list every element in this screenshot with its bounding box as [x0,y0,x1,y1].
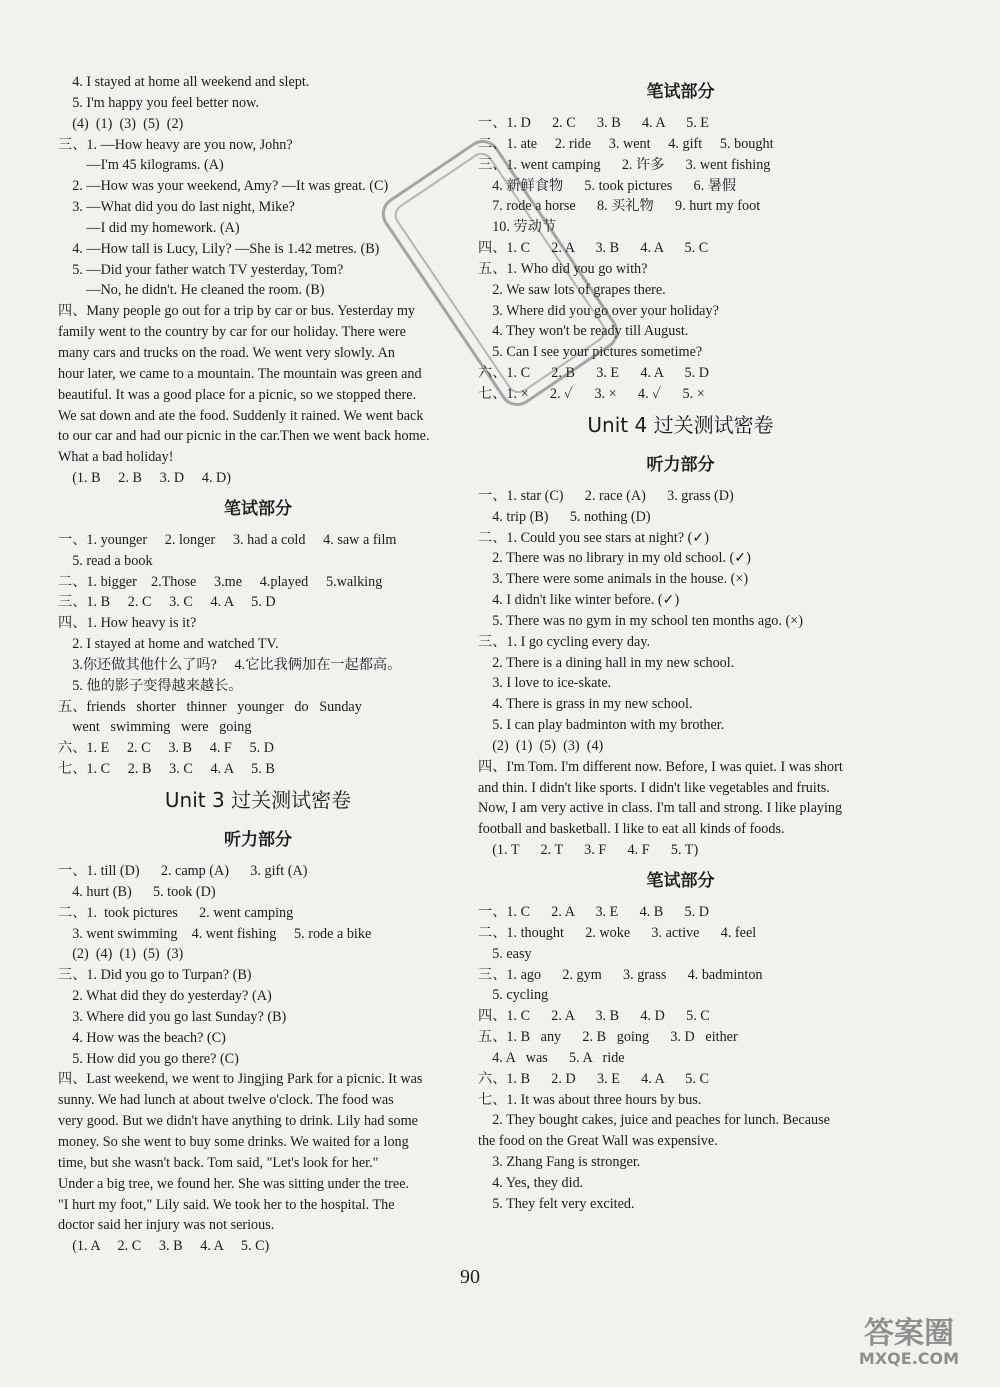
text-line: 5. I can play badminton with my brother. [478,717,725,734]
text-line: 4. trip (B) 5. nothing (D) [478,508,651,525]
watermark-url: MXQE.COM [858,1349,960,1368]
text-line: 三、1. —How heavy are you now, John? [58,136,293,153]
text-line: We sat down and ate the food. Suddenly it rained. We went back [58,407,424,424]
text-line: 二、1. ate 2. ride 3. went 4. gift 5. bought [478,135,774,152]
text-line: 五、1. Who did you go with? [478,260,648,277]
text-line: 一、1. D 2. C 3. B 4. A 5. E [478,115,709,131]
text-line: 二、1. bigger 2.Those 3.me 4.played 5.walking [58,573,383,590]
text-line: 三、1. Did you go to Turpan? (B) [58,967,252,984]
text-line: 2. They bought cakes, juice and peaches for lunch. Because [478,1112,830,1129]
text-line: 2. There is a dining hall in my new school. [478,654,735,671]
text-line: 5. easy [478,945,532,962]
text-line: 3. Where did you go last Sunday? (B) [58,1008,287,1025]
text-line: 5. There was no gym in my school ten months ago. (×) [478,612,803,629]
text-line: 一、1. star (C) 2. race (A) 3. grass (D) [478,487,734,504]
text-line: 一、1. till (D) 2. camp (A) 3. gift (A) [58,863,308,879]
text-line: 5. cycling [478,987,549,1004]
text-line: 5. 他的影子变得越来越长。 [58,677,243,694]
text-line: 5. —Did your father watch TV yesterday, Tom? [58,261,344,278]
text-line: 四、I'm Tom. I'm different now. Before, I was quiet. I was short [478,758,843,775]
text-line: 3. There were some animals in the house. (×) [478,571,749,588]
text-line: 四、Many people go out for a trip by car or bus. Yesterday my [58,303,415,320]
text-line: 3. Where did you go over your holiday? [478,302,719,319]
text-line: 五、1. B any 2. B going 3. D either [478,1029,738,1046]
text-line: 四、1. How heavy is it? [58,615,197,632]
text-line: —I'm 45 kilograms. (A) [58,157,224,174]
right-column [478,72,883,1215]
text-line: 2. I stayed at home and watched TV. [58,636,279,653]
text-line: 3. went swimming 4. went fishing 5. rode a bike [58,925,372,942]
text-line: and thin. I didn't like sports. I didn't like vegetables and fruits. [478,779,830,796]
text-line: 四、1. C 2. A 3. B 4. A 5. C [478,240,709,257]
watermark-logo [834,1315,984,1371]
text-line: 三、1. I go cycling every day. [478,633,651,650]
text-line: 4. A was 5. A ride [478,1049,625,1066]
text-line: 4. They won't be ready till August. [478,323,689,340]
text-line: to our car and had our picnic in the car.Then we went back home. [58,428,430,445]
text-line: 2. What did they do yesterday? (A) [58,988,272,1005]
text-line: 笔试部分 [224,498,292,519]
text-line: 二、1. took pictures 2. went camping [58,904,294,921]
text-line: hour later, we came to a mountain. The mountain was green and [58,365,422,382]
text-line: What a bad holiday! [58,449,174,466]
text-line: 5. I'm happy you feel better now. [58,94,259,111]
text-line: 4. How was the beach? (C) [58,1029,226,1046]
text-line: Now, I am very active in class. I'm tall and strong. I like playing [478,800,843,817]
text-line: 五、friends shorter thinner younger do Sunday [58,698,362,715]
text-line: 3. I love to ice-skate. [478,675,612,692]
text-line: 六、1. C 2. B 3. E 4. A 5. D [478,365,709,382]
page-number: 90 [460,1266,480,1288]
text-line: (1. A 2. C 3. B 4. A 5. C) [58,1238,270,1255]
text-line: 4. I stayed at home all weekend and slept. [58,74,310,90]
text-line: 一、1. C 2. A 3. E 4. B 5. D [478,904,709,920]
text-line: 七、1. It was about three hours by bus. [478,1091,702,1108]
text-line: doctor said her injury was not serious. [58,1217,275,1234]
text-line: 二、1. Could you see stars at night? (✓) [478,529,709,546]
text-line: 笔试部分 [646,82,715,102]
text-line: many cars and trucks on the road. We went very slowly. An [58,344,395,361]
text-line: 四、1. C 2. A 3. B 4. D 5. C [478,1008,710,1025]
text-line: 4. I didn't like winter before. (✓) [478,592,680,609]
text-line: 四、Last weekend, we went to Jingjing Park for a picnic. It was [58,1071,423,1088]
text-line: family went to the country by car for our holiday. There were [58,324,406,341]
text-line: 2. —How was your weekend, Amy? —It was great. (C) [58,178,389,195]
text-line: 2. There was no library in my old school. (✓) [478,550,751,567]
text-line: 2. We saw lots of grapes there. [478,281,666,298]
text-line: (1. B 2. B 3. D 4. D) [58,470,232,487]
text-line: 一、1. younger 2. longer 3. had a cold 4. saw a film [58,531,397,548]
text-line: 5. read a book [58,552,153,569]
text-line: Unit 4 过关测试密卷 [587,412,774,437]
text-line: 二、1. thought 2. woke 3. active 4. feel [478,924,757,941]
text-line: football and basketball. I like to eat all kinds of foods. [478,821,785,838]
text-line: 10. 劳动节 [478,219,557,236]
text-line: (2) (1) (5) (3) (4) [478,737,604,754]
text-line: 4. 新鲜食物 5. took pictures 6. 暑假 [478,177,737,194]
text-line: 3. —What did you do last night, Mike? [58,199,295,216]
text-line: "I hurt my foot," Lily said. We took her to the hospital. The [58,1196,395,1213]
text-line: beautiful. It was a good place for a picnic, so we stopped there. [58,386,417,403]
text-line: sunny. We had lunch at about twelve o'clock. The food was [58,1092,394,1109]
text-line: (1. T 2. T 3. F 4. F 5. T) [478,842,699,859]
text-line: Unit 3 过关测试密卷 [164,788,352,812]
text-line: —I did my homework. (A) [58,219,240,236]
text-line: 七、1. C 2. B 3. C 4. A 5. B [58,761,275,778]
text-line: (2) (4) (1) (5) (3) [58,946,184,963]
watermark-logo-text: 答案圈 [864,1316,954,1351]
text-line: 七、1. × 2. ✓ 3. × 4. ✓ 5. × [478,385,705,402]
text-line: 4. —How tall is Lucy, Lily? —She is 1.42 metres. (B) [58,240,380,257]
text-line: 4. hurt (B) 5. took (D) [58,883,216,900]
text-line: 三、1. ago 2. gym 3. grass 4. badminton [478,966,763,983]
text-line: 听力部分 [646,454,715,475]
text-line: 听力部分 [224,830,292,850]
text-line: 3. Zhang Fang is stronger. [478,1154,641,1171]
text-line: 7. rode a horse 8. 买礼物 9. hurt my foot [478,198,761,215]
text-line: the food on the Great Wall was expensive. [478,1133,718,1150]
text-line: 3.你还做其他什么了吗? 4.它比我俩加在一起都高。 [58,656,402,673]
text-line: went swimming were going [58,719,252,736]
text-line: 5. How did you go there? (C) [58,1050,239,1067]
text-line: 4. There is grass in my new school. [478,696,693,713]
text-line: (4) (1) (3) (5) (2) [58,115,184,132]
text-line: 笔试部分 [646,871,715,891]
text-line: 5. Can I see your pictures sometime? [478,344,703,361]
text-line: 三、1. B 2. C 3. C 4. A 5. D [58,594,276,611]
text-line: 六、1. B 2. D 3. E 4. A 5. C [478,1070,709,1087]
text-line: 4. Yes, they did. [478,1174,584,1191]
text-line: time, but she wasn't back. Tom said, "Let's look for her." [58,1154,379,1171]
text-line: —No, he didn't. He cleaned the room. (B) [58,282,325,299]
text-line: Under a big tree, we found her. She was sitting under the tree. [58,1175,410,1192]
text-line: money. So she went to buy some drinks. We waited for a long [58,1133,409,1150]
text-line: very good. But we didn't have anything to drink. Lily had some [58,1113,418,1130]
text-line: 三、1. went camping 2. 许多 3. went fishing [478,156,771,173]
text-line: 六、1. E 2. C 3. B 4. F 5. D [58,740,274,757]
text-line: 5. They felt very excited. [478,1195,635,1212]
left-column [58,72,458,1257]
